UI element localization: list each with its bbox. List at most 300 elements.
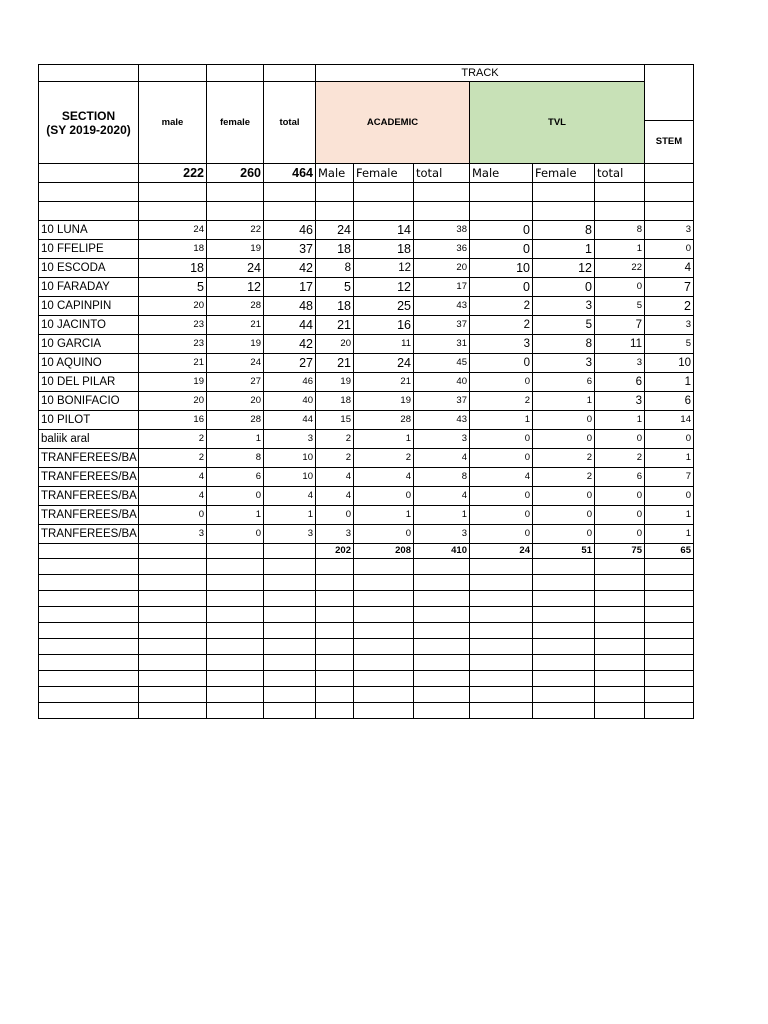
section-name[interactable]: TRANFEREES/BA [39, 468, 139, 487]
track-header[interactable]: TRACK [316, 65, 645, 82]
cell-total[interactable]: 3 [264, 525, 316, 544]
section-header[interactable] [39, 82, 139, 164]
cell-t-female[interactable]: 12 [533, 259, 595, 278]
cell[interactable] [354, 559, 414, 575]
cell-t-female[interactable]: 3 [533, 354, 595, 373]
cell-stem[interactable]: 14 [645, 411, 694, 430]
cell-a-total[interactable]: 37 [414, 316, 470, 335]
cell-a-total[interactable]: 43 [414, 411, 470, 430]
cell-t-total[interactable]: 22 [595, 259, 645, 278]
cell-t-female[interactable]: 1 [533, 392, 595, 411]
cell-t-total[interactable]: 0 [595, 487, 645, 506]
cell-female[interactable]: 1 [207, 506, 264, 525]
cell[interactable] [264, 671, 316, 687]
cell-t-total[interactable]: 3 [595, 392, 645, 411]
section-name[interactable]: TRANFEREES/BA [39, 487, 139, 506]
cell-a-total[interactable]: 1 [414, 506, 470, 525]
cell[interactable] [139, 65, 207, 82]
cell[interactable] [470, 655, 533, 671]
cell-a-total[interactable]: 8 [414, 468, 470, 487]
cell-t-male[interactable]: 2 [470, 316, 533, 335]
cell[interactable] [39, 671, 139, 687]
cell-male[interactable]: 0 [139, 506, 207, 525]
cell[interactable] [264, 575, 316, 591]
cell[interactable] [264, 544, 316, 559]
cell-a-male[interactable]: 8 [316, 259, 354, 278]
cell-a-female[interactable]: 21 [354, 373, 414, 392]
cell-a-total[interactable]: 4 [414, 449, 470, 468]
cell-stem[interactable]: 0 [645, 430, 694, 449]
cell[interactable] [414, 639, 470, 655]
cell[interactable] [207, 607, 264, 623]
cell[interactable] [264, 639, 316, 655]
cell-stem[interactable]: 1 [645, 525, 694, 544]
cell[interactable] [470, 559, 533, 575]
total-header[interactable]: total [264, 82, 316, 164]
cell[interactable] [595, 687, 645, 703]
cell[interactable] [414, 687, 470, 703]
summary-total[interactable]: 464 [264, 164, 316, 183]
cell[interactable] [139, 639, 207, 655]
cell-male[interactable]: 20 [139, 297, 207, 316]
cell-t-female[interactable]: 0 [533, 278, 595, 297]
cell[interactable] [595, 671, 645, 687]
cell-total[interactable]: 44 [264, 411, 316, 430]
cell[interactable] [595, 639, 645, 655]
cell-female[interactable]: 1 [207, 430, 264, 449]
cell-t-total[interactable]: 0 [595, 278, 645, 297]
cell[interactable] [139, 623, 207, 639]
cell-total[interactable]: 42 [264, 259, 316, 278]
cell[interactable] [264, 607, 316, 623]
cell[interactable] [470, 703, 533, 719]
cell[interactable] [39, 687, 139, 703]
cell[interactable] [207, 559, 264, 575]
cell[interactable] [354, 575, 414, 591]
cell[interactable] [595, 655, 645, 671]
cell[interactable] [533, 687, 595, 703]
cell-stem[interactable]: 10 [645, 354, 694, 373]
cell[interactable] [39, 639, 139, 655]
cell-a-female[interactable]: 25 [354, 297, 414, 316]
label-academic-total[interactable]: total [414, 164, 470, 183]
cell[interactable] [316, 671, 354, 687]
cell-female[interactable]: 24 [207, 259, 264, 278]
cell[interactable] [39, 623, 139, 639]
cell-t-female[interactable]: 2 [533, 449, 595, 468]
cell[interactable] [645, 607, 694, 623]
cell[interactable] [354, 639, 414, 655]
cell-female[interactable]: 24 [207, 354, 264, 373]
cell-male[interactable]: 2 [139, 430, 207, 449]
cell-male[interactable]: 24 [139, 221, 207, 240]
cell-t-total[interactable]: 0 [595, 430, 645, 449]
cell-a-male[interactable]: 21 [316, 316, 354, 335]
cell[interactable] [139, 671, 207, 687]
cell-a-female[interactable]: 1 [354, 430, 414, 449]
cell-a-male[interactable]: 2 [316, 430, 354, 449]
cell[interactable] [316, 623, 354, 639]
cell[interactable] [645, 623, 694, 639]
cell[interactable] [207, 703, 264, 719]
cell-t-male[interactable]: 0 [470, 240, 533, 259]
cell[interactable] [264, 703, 316, 719]
cell-a-female[interactable]: 11 [354, 335, 414, 354]
cell-t-total[interactable]: 1 [595, 411, 645, 430]
tvl-header[interactable]: TVL [470, 82, 645, 164]
cell-female[interactable]: 27 [207, 373, 264, 392]
cell[interactable] [414, 559, 470, 575]
cell-a-female[interactable]: 2 [354, 449, 414, 468]
cell-t-total[interactable]: 3 [595, 354, 645, 373]
cell-t-male[interactable]: 2 [470, 297, 533, 316]
cell-a-male[interactable]: 4 [316, 487, 354, 506]
cell[interactable] [533, 671, 595, 687]
total-a-male[interactable]: 202 [316, 544, 354, 559]
section-name[interactable]: 10 FFELIPE [39, 240, 139, 259]
cell-t-male[interactable]: 3 [470, 335, 533, 354]
cell-stem[interactable]: 1 [645, 449, 694, 468]
cell-t-female[interactable]: 6 [533, 373, 595, 392]
cell[interactable] [533, 623, 595, 639]
cell-stem[interactable]: 1 [645, 506, 694, 525]
cell-a-total[interactable]: 4 [414, 487, 470, 506]
cell[interactable] [645, 703, 694, 719]
cell-a-male[interactable]: 3 [316, 525, 354, 544]
cell-a-total[interactable]: 36 [414, 240, 470, 259]
cell[interactable] [264, 65, 316, 82]
cell[interactable] [645, 82, 694, 121]
cell-stem[interactable]: 5 [645, 335, 694, 354]
cell-a-male[interactable]: 18 [316, 297, 354, 316]
female-header[interactable]: female [207, 82, 264, 164]
cell-t-female[interactable]: 0 [533, 487, 595, 506]
cell-total[interactable]: 48 [264, 297, 316, 316]
cell-stem[interactable]: 3 [645, 316, 694, 335]
cell[interactable] [316, 591, 354, 607]
cell-a-male[interactable]: 15 [316, 411, 354, 430]
section-name[interactable]: 10 FARADAY [39, 278, 139, 297]
summary-male[interactable]: 222 [139, 164, 207, 183]
cell[interactable] [595, 623, 645, 639]
cell[interactable] [414, 655, 470, 671]
section-name[interactable]: 10 BONIFACIO [39, 392, 139, 411]
cell[interactable] [207, 687, 264, 703]
cell[interactable] [39, 591, 139, 607]
cell-total[interactable]: 37 [264, 240, 316, 259]
cell-male[interactable]: 23 [139, 316, 207, 335]
section-name[interactable]: baliik aral [39, 430, 139, 449]
cell[interactable] [595, 575, 645, 591]
section-name[interactable]: 10 CAPINPIN [39, 297, 139, 316]
cell-a-total[interactable]: 3 [414, 430, 470, 449]
label-tvl-male[interactable]: Male [470, 164, 533, 183]
cell[interactable] [645, 65, 694, 82]
cell[interactable] [264, 623, 316, 639]
cell[interactable] [207, 591, 264, 607]
cell-a-male[interactable]: 5 [316, 278, 354, 297]
cell-t-male[interactable]: 0 [470, 354, 533, 373]
cell-a-male[interactable]: 24 [316, 221, 354, 240]
cell-female[interactable]: 28 [207, 411, 264, 430]
cell-stem[interactable]: 7 [645, 468, 694, 487]
cell-a-female[interactable]: 14 [354, 221, 414, 240]
cell[interactable] [470, 607, 533, 623]
cell-total[interactable]: 3 [264, 430, 316, 449]
cell-male[interactable]: 18 [139, 259, 207, 278]
cell[interactable] [39, 655, 139, 671]
cell[interactable] [39, 575, 139, 591]
cell-stem[interactable]: 7 [645, 278, 694, 297]
cell[interactable] [533, 703, 595, 719]
cell-male[interactable]: 4 [139, 468, 207, 487]
cell[interactable] [207, 623, 264, 639]
cell[interactable] [39, 544, 139, 559]
cell[interactable] [39, 607, 139, 623]
cell[interactable] [354, 591, 414, 607]
cell[interactable] [207, 544, 264, 559]
cell-male[interactable]: 2 [139, 449, 207, 468]
total-t-male[interactable]: 24 [470, 544, 533, 559]
cell[interactable] [354, 703, 414, 719]
cell[interactable] [207, 575, 264, 591]
cell-a-female[interactable]: 12 [354, 278, 414, 297]
cell-male[interactable]: 21 [139, 354, 207, 373]
male-header[interactable]: male [139, 82, 207, 164]
cell[interactable] [595, 703, 645, 719]
cell-t-total[interactable]: 8 [595, 221, 645, 240]
cell[interactable] [645, 687, 694, 703]
cell[interactable] [414, 575, 470, 591]
cell-a-total[interactable]: 38 [414, 221, 470, 240]
cell-t-total[interactable]: 7 [595, 316, 645, 335]
cell-t-female[interactable]: 5 [533, 316, 595, 335]
cell-t-male[interactable]: 0 [470, 506, 533, 525]
cell-a-total[interactable]: 20 [414, 259, 470, 278]
cell[interactable] [316, 639, 354, 655]
cell-male[interactable]: 3 [139, 525, 207, 544]
cell-a-total[interactable]: 37 [414, 392, 470, 411]
cell[interactable] [207, 655, 264, 671]
cell[interactable] [316, 607, 354, 623]
cell-t-female[interactable]: 0 [533, 506, 595, 525]
cell[interactable] [533, 655, 595, 671]
cell-t-male[interactable]: 2 [470, 392, 533, 411]
cell[interactable] [39, 559, 139, 575]
label-tvl-total[interactable]: total [595, 164, 645, 183]
cell[interactable] [470, 687, 533, 703]
cell[interactable] [470, 591, 533, 607]
cell-female[interactable]: 19 [207, 240, 264, 259]
cell[interactable] [207, 65, 264, 82]
cell[interactable] [316, 703, 354, 719]
cell[interactable] [39, 703, 139, 719]
cell[interactable] [414, 623, 470, 639]
cell-t-total[interactable]: 6 [595, 373, 645, 392]
cell[interactable] [414, 703, 470, 719]
cell-a-male[interactable]: 21 [316, 354, 354, 373]
cell[interactable] [316, 655, 354, 671]
cell-a-female[interactable]: 16 [354, 316, 414, 335]
cell[interactable] [139, 544, 207, 559]
cell-total[interactable]: 46 [264, 373, 316, 392]
cell-male[interactable]: 19 [139, 373, 207, 392]
cell-t-female[interactable]: 8 [533, 335, 595, 354]
cell-female[interactable]: 12 [207, 278, 264, 297]
cell-a-male[interactable]: 18 [316, 240, 354, 259]
cell-total[interactable]: 17 [264, 278, 316, 297]
cell-t-male[interactable]: 0 [470, 430, 533, 449]
cell[interactable] [139, 655, 207, 671]
cell[interactable] [645, 655, 694, 671]
cell[interactable] [470, 575, 533, 591]
cell[interactable] [39, 65, 139, 82]
cell-male[interactable]: 16 [139, 411, 207, 430]
cell-female[interactable]: 21 [207, 316, 264, 335]
cell[interactable] [354, 623, 414, 639]
section-name[interactable]: TRANFEREES/BA [39, 449, 139, 468]
stem-header[interactable]: STEM [645, 121, 694, 164]
cell-a-male[interactable]: 4 [316, 468, 354, 487]
section-name[interactable]: 10 AQUINO [39, 354, 139, 373]
cell[interactable] [645, 639, 694, 655]
cell[interactable] [595, 607, 645, 623]
cell[interactable] [595, 591, 645, 607]
cell-total[interactable]: 10 [264, 449, 316, 468]
cell-stem[interactable]: 0 [645, 240, 694, 259]
cell-stem[interactable]: 1 [645, 373, 694, 392]
total-a-total[interactable]: 410 [414, 544, 470, 559]
cell[interactable] [533, 607, 595, 623]
cell-t-female[interactable]: 3 [533, 297, 595, 316]
cell-a-total[interactable]: 43 [414, 297, 470, 316]
cell-a-total[interactable]: 3 [414, 525, 470, 544]
cell-t-female[interactable]: 8 [533, 221, 595, 240]
cell[interactable] [207, 639, 264, 655]
cell-a-female[interactable]: 24 [354, 354, 414, 373]
cell-female[interactable]: 0 [207, 487, 264, 506]
cell[interactable] [533, 591, 595, 607]
cell-stem[interactable]: 6 [645, 392, 694, 411]
cell-t-male[interactable]: 0 [470, 487, 533, 506]
cell[interactable] [414, 671, 470, 687]
cell-a-male[interactable]: 19 [316, 373, 354, 392]
cell[interactable] [316, 559, 354, 575]
cell-female[interactable]: 22 [207, 221, 264, 240]
total-a-female[interactable]: 208 [354, 544, 414, 559]
cell[interactable] [470, 623, 533, 639]
cell-a-female[interactable]: 28 [354, 411, 414, 430]
section-name[interactable]: 10 ESCODA [39, 259, 139, 278]
cell-male[interactable]: 20 [139, 392, 207, 411]
cell-t-male[interactable]: 10 [470, 259, 533, 278]
cell-male[interactable]: 18 [139, 240, 207, 259]
section-name[interactable]: 10 LUNA [39, 221, 139, 240]
cell[interactable] [316, 575, 354, 591]
cell[interactable] [139, 559, 207, 575]
cell[interactable] [139, 575, 207, 591]
cell-t-male[interactable]: 0 [470, 449, 533, 468]
cell-stem[interactable]: 2 [645, 297, 694, 316]
cell-t-female[interactable]: 0 [533, 525, 595, 544]
cell[interactable] [645, 164, 694, 183]
total-t-female[interactable]: 51 [533, 544, 595, 559]
cell-total[interactable]: 44 [264, 316, 316, 335]
section-name[interactable]: 10 JACINTO [39, 316, 139, 335]
cell[interactable] [414, 607, 470, 623]
cell-a-male[interactable]: 2 [316, 449, 354, 468]
cell-female[interactable]: 8 [207, 449, 264, 468]
cell[interactable] [470, 639, 533, 655]
cell-stem[interactable]: 4 [645, 259, 694, 278]
label-tvl-female[interactable]: Female [533, 164, 595, 183]
cell-total[interactable]: 10 [264, 468, 316, 487]
cell[interactable] [264, 591, 316, 607]
cell-t-male[interactable]: 0 [470, 221, 533, 240]
cell[interactable] [207, 671, 264, 687]
cell[interactable] [139, 591, 207, 607]
cell[interactable] [354, 607, 414, 623]
cell-t-total[interactable]: 6 [595, 468, 645, 487]
cell-a-male[interactable]: 20 [316, 335, 354, 354]
cell[interactable] [139, 703, 207, 719]
cell-t-male[interactable]: 0 [470, 278, 533, 297]
cell-stem[interactable]: 3 [645, 221, 694, 240]
label-academic-male[interactable]: Male [316, 164, 354, 183]
cell[interactable] [533, 559, 595, 575]
cell[interactable] [139, 607, 207, 623]
cell-t-female[interactable]: 2 [533, 468, 595, 487]
cell-t-female[interactable]: 0 [533, 430, 595, 449]
cell-a-total[interactable]: 17 [414, 278, 470, 297]
cell-total[interactable]: 4 [264, 487, 316, 506]
cell-total[interactable]: 1 [264, 506, 316, 525]
cell-a-female[interactable]: 18 [354, 240, 414, 259]
cell[interactable] [264, 559, 316, 575]
cell[interactable] [264, 655, 316, 671]
cell-a-female[interactable]: 12 [354, 259, 414, 278]
cell-a-female[interactable]: 4 [354, 468, 414, 487]
cell-male[interactable]: 5 [139, 278, 207, 297]
cell-total[interactable]: 42 [264, 335, 316, 354]
cell-t-male[interactable]: 0 [470, 525, 533, 544]
cell-total[interactable]: 46 [264, 221, 316, 240]
cell-a-female[interactable]: 0 [354, 525, 414, 544]
cell-t-female[interactable]: 0 [533, 411, 595, 430]
cell-a-male[interactable]: 18 [316, 392, 354, 411]
cell-female[interactable]: 6 [207, 468, 264, 487]
total-stem[interactable]: 65 [645, 544, 694, 559]
cell-t-male[interactable]: 1 [470, 411, 533, 430]
cell-t-total[interactable]: 0 [595, 525, 645, 544]
cell[interactable] [354, 671, 414, 687]
cell-a-total[interactable]: 40 [414, 373, 470, 392]
total-t-total[interactable]: 75 [595, 544, 645, 559]
cell-t-female[interactable]: 1 [533, 240, 595, 259]
cell-female[interactable]: 28 [207, 297, 264, 316]
cell[interactable] [595, 559, 645, 575]
cell-t-total[interactable]: 1 [595, 240, 645, 259]
section-name[interactable]: TRANFEREES/BA [39, 525, 139, 544]
cell-stem[interactable]: 0 [645, 487, 694, 506]
cell-female[interactable]: 19 [207, 335, 264, 354]
section-name[interactable]: TRANFEREES/BA [39, 506, 139, 525]
cell[interactable] [316, 687, 354, 703]
cell-a-female[interactable]: 19 [354, 392, 414, 411]
cell-female[interactable]: 0 [207, 525, 264, 544]
cell[interactable] [414, 591, 470, 607]
section-name[interactable]: 10 GARCIA [39, 335, 139, 354]
